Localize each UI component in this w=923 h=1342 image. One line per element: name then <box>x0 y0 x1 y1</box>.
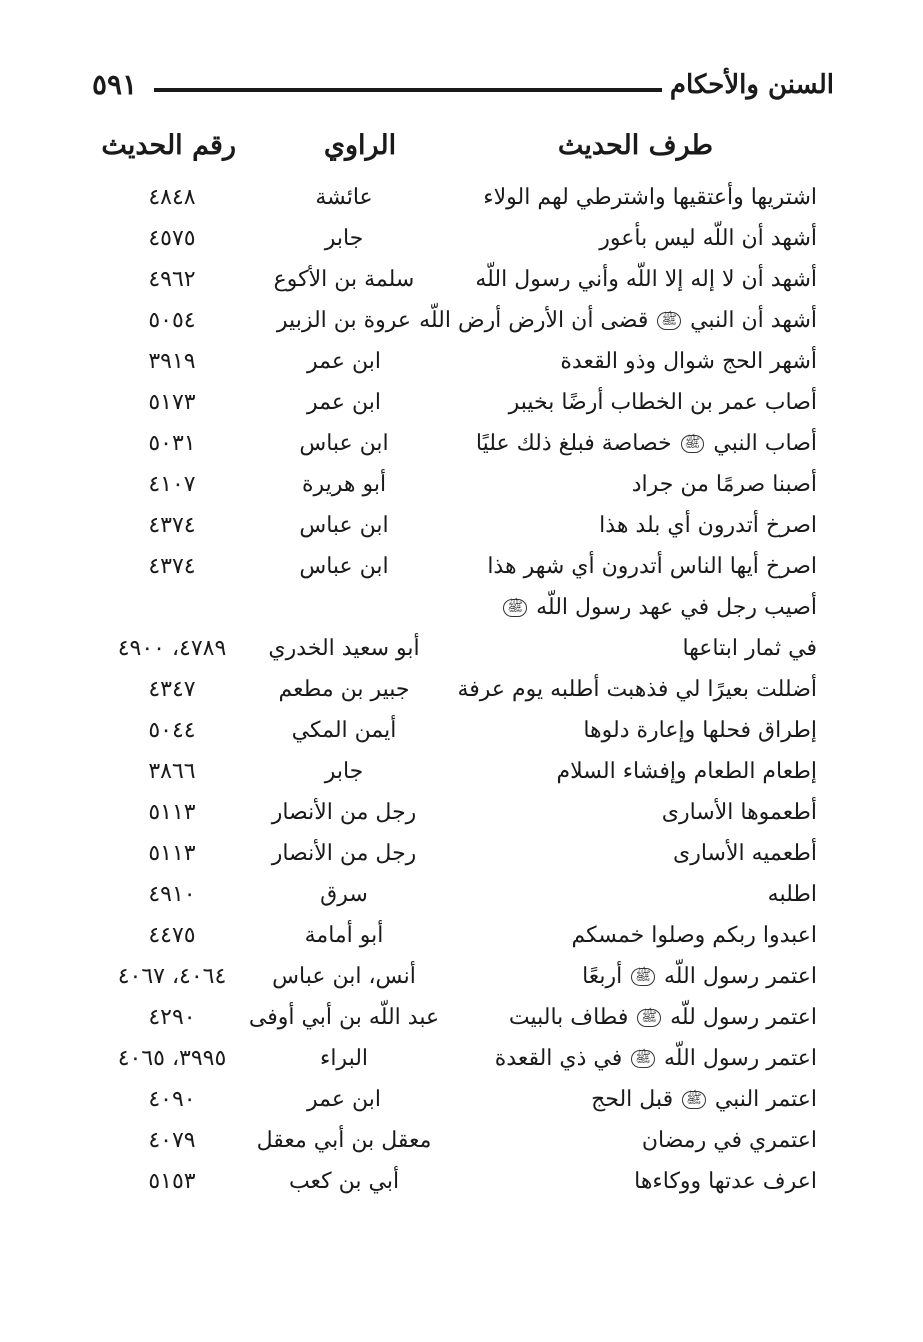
hadith-number: ٥١١٣ <box>148 841 196 866</box>
narrator: ابن عمر <box>307 349 381 374</box>
hadith-text: في ثمار ابتاعها <box>682 636 817 661</box>
hadith-number: ٤٠٧٩ <box>148 1128 196 1153</box>
hadith-text <box>591 1082 817 1118</box>
hadith-text: اشتريها وأعتقيها واشترطي لهم الولاء <box>483 185 817 210</box>
hadith-text-part: فطاف بالبيت <box>508 1005 629 1030</box>
hadith-number: ٥٠٥٤ <box>148 308 196 333</box>
hadith-text: أطعموها الأسارى <box>661 800 817 825</box>
hadith-text <box>501 590 817 626</box>
narrator: أنس، ابن عباس <box>272 964 416 989</box>
narrator: أيمن المكي <box>291 718 397 743</box>
table-row <box>0 1164 923 1205</box>
narrator: جبير بن مطعم <box>278 677 410 702</box>
table-row <box>0 1082 923 1123</box>
hadith-text-part: قضى أن الأرض أرض اللّه <box>419 308 649 333</box>
table-row <box>0 1123 923 1164</box>
narrator: جابر <box>324 226 364 251</box>
hadith-number: ٣٩٩٥، ٤٠٦٥ <box>117 1046 227 1071</box>
hadith-text: اعبدوا ربكم وصلوا خمسكم <box>571 923 817 948</box>
hadith-text <box>476 426 817 462</box>
table-row <box>0 385 923 426</box>
narrator: ابن عباس <box>299 513 389 538</box>
hadith-text: اصرخ أيها الناس أتدرون أي شهر هذا <box>487 554 817 579</box>
honorific-symbol: ﷺ <box>631 968 655 986</box>
hadith-number: ٤٩٦٢ <box>148 267 196 292</box>
narrator: عبد اللّه بن أبي أوفى <box>248 1005 440 1030</box>
hadith-text-part: اعتمر رسول للّه <box>670 1005 817 1030</box>
table-row <box>0 918 923 959</box>
table-row <box>0 467 923 508</box>
table-row <box>0 1000 923 1041</box>
book-title: السنن والأحكام <box>669 70 834 100</box>
table-row <box>0 877 923 918</box>
narrator: سرق <box>320 882 368 907</box>
hadith-number: ٤٤٧٥ <box>148 923 196 948</box>
hadith-text-part: قبل الحج <box>591 1087 674 1112</box>
table-row <box>0 221 923 262</box>
honorific-symbol: ﷺ <box>631 1050 655 1068</box>
hadith-text-part: أصاب النبي <box>713 431 817 456</box>
table-row <box>0 262 923 303</box>
hadith-text: اعتمري في رمضان <box>641 1128 817 1153</box>
hadith-text-part: اعتمر النبي <box>714 1087 817 1112</box>
honorific-symbol: ﷺ <box>637 1009 661 1027</box>
narrator: عائشة <box>315 185 373 210</box>
hadith-number: ٤٢٩٠ <box>148 1005 196 1030</box>
hadith-number: ٥١١٣ <box>148 800 196 825</box>
hadith-text: أصاب عمر بن الخطاب أرضًا بخيبر <box>508 390 817 415</box>
hadith-text: أضللت بعيرًا لي فذهبت أطلبه يوم عرفة <box>457 677 817 702</box>
hadith-text-part: أصيب رجل في عهد رسول اللّه <box>536 595 817 620</box>
table-row <box>0 426 923 467</box>
hadith-text-part: في ذي القعدة <box>494 1046 623 1071</box>
table-row <box>0 631 923 672</box>
hadith-text-part: اعتمر رسول اللّه <box>663 1046 817 1071</box>
narrator: ابن عمر <box>307 1087 381 1112</box>
hadith-text <box>509 1000 817 1036</box>
running-head <box>92 66 834 112</box>
header-number: رقم الحديث <box>101 130 236 161</box>
table-row <box>0 508 923 549</box>
table-row <box>0 303 923 344</box>
hadith-number: ٥١٥٣ <box>148 1169 196 1194</box>
hadith-number: ٥٠٤٤ <box>148 718 196 743</box>
narrator: سلمة بن الأكوع <box>273 267 415 292</box>
honorific-symbol: ﷺ <box>682 1091 706 1109</box>
narrator: رجل من الأنصار <box>271 800 417 825</box>
hadith-number: ٤٨٤٨ <box>148 185 196 210</box>
table-row <box>0 672 923 713</box>
table-row <box>0 795 923 836</box>
hadith-number: ٤٣٧٤ <box>148 554 196 579</box>
hadith-number: ٤٠٩٠ <box>148 1087 196 1112</box>
narrator: أبو هريرة <box>301 472 387 497</box>
table-row <box>0 549 923 590</box>
hadith-number: ٤٧٨٩، ٤٩٠٠ <box>117 636 227 661</box>
hadith-text: أشهر الحج شوال وذو القعدة <box>560 349 817 374</box>
hadith-text <box>582 959 817 995</box>
narrator: عروة بن الزبير <box>276 308 412 333</box>
hadith-number: ٤٥٧٥ <box>148 226 196 251</box>
hadith-text: اعرف عدتها ووكاءها <box>634 1169 817 1194</box>
narrator: أبو أمامة <box>304 923 384 948</box>
narrator: أبي بن كعب <box>288 1169 400 1194</box>
hadith-number: ٤٣٤٧ <box>148 677 196 702</box>
hadith-text-part: أربعًا <box>582 964 623 989</box>
header-hadith: طرف الحديث <box>557 130 713 161</box>
hadith-text: اصرخ أتدرون أي بلد هذا <box>599 513 817 538</box>
hadith-text-part: أشهد أن النبي <box>690 308 817 333</box>
narrator: معقل بن أبي معقل <box>256 1128 432 1153</box>
table-row <box>0 180 923 221</box>
page-number: ٥٩١ <box>92 68 138 101</box>
hadith-text: أشهد أن لا إله إلا اللّه وأني رسول اللّه <box>475 267 817 292</box>
hadith-text-part: خصاصة فبلغ ذلك عليًا <box>475 431 672 456</box>
hadith-text: أصبنا صرمًا من جراد <box>631 472 817 497</box>
hadith-text <box>419 303 817 339</box>
hadith-number: ٣٩١٩ <box>148 349 196 374</box>
hadith-number: ٥٠٣١ <box>148 431 196 456</box>
hadith-text-part: اعتمر رسول اللّه <box>663 964 817 989</box>
header-rule <box>154 88 662 92</box>
honorific-symbol: ﷺ <box>657 312 681 330</box>
table-row <box>0 959 923 1000</box>
table-row <box>0 754 923 795</box>
hadith-number: ٣٨٦٦ <box>148 759 196 784</box>
narrator: رجل من الأنصار <box>271 841 417 866</box>
column-headers <box>0 130 923 174</box>
table-row <box>0 344 923 385</box>
honorific-symbol: ﷺ <box>681 435 705 453</box>
table-row <box>0 1041 923 1082</box>
hadith-text: أطعميه الأسارى <box>672 841 817 866</box>
hadith-number: ٤٩١٠ <box>148 882 196 907</box>
narrator: البراء <box>319 1046 369 1071</box>
narrator: ابن عمر <box>307 390 381 415</box>
hadith-text <box>495 1041 817 1077</box>
header-narrator: الراوي <box>323 130 397 161</box>
hadith-number: ٤٠٦٤، ٤٠٦٧ <box>117 964 227 989</box>
honorific-symbol: ﷺ <box>503 599 527 617</box>
narrator: أبو سعيد الخدري <box>268 636 420 661</box>
hadith-text: إطعام الطعام وإفشاء السلام <box>556 759 817 784</box>
narrator: ابن عباس <box>299 431 389 456</box>
index-table <box>0 180 923 1205</box>
hadith-text: اطلبه <box>767 882 817 907</box>
table-row <box>0 713 923 754</box>
hadith-text: أشهد أن اللّه ليس بأعور <box>599 226 817 251</box>
narrator: ابن عباس <box>299 554 389 579</box>
hadith-number: ٤٣٧٤ <box>148 513 196 538</box>
hadith-text: إطراق فحلها وإعارة دلوها <box>583 718 817 743</box>
hadith-number: ٤١٠٧ <box>148 472 196 497</box>
table-row <box>0 590 923 631</box>
table-row <box>0 836 923 877</box>
hadith-number: ٥١٧٣ <box>148 390 196 415</box>
narrator: جابر <box>324 759 364 784</box>
